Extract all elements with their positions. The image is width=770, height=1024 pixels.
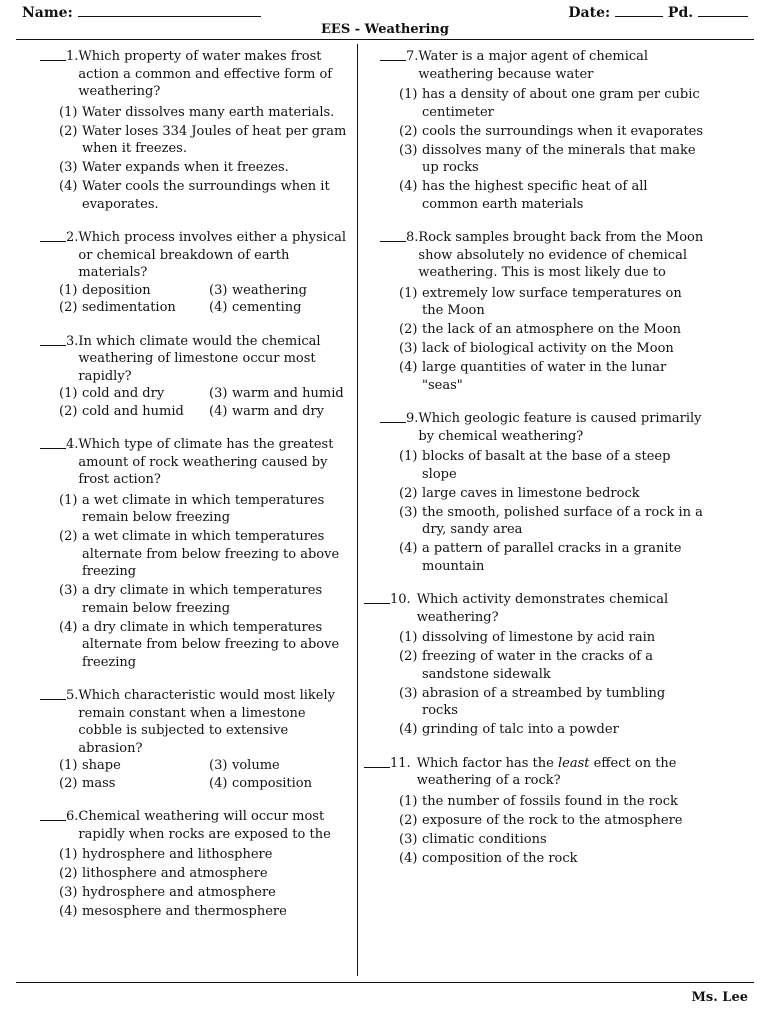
answer-blank-4[interactable]: [40, 436, 66, 449]
answer-option: (1) deposition: [59, 282, 151, 298]
answer-option: (1) extremely low surface temperatures on the Moon: [399, 285, 682, 318]
answer-blank-9[interactable]: [380, 410, 406, 423]
answer-option: (4) composition: [209, 775, 312, 791]
question-stem: Water is a major agent of chemical weathering because water: [418, 49, 649, 82]
answer-option: (2) mass: [59, 775, 116, 791]
column-divider: [357, 44, 358, 976]
question-number: 4.: [66, 437, 79, 452]
question-stem: Which property of water makes frost action a common and effective form of weathering?: [78, 49, 333, 99]
answer-blank-1[interactable]: [40, 48, 66, 61]
name-blank[interactable]: [78, 4, 261, 17]
name-field: [22, 4, 261, 21]
question-10: [364, 591, 704, 739]
question-number: 3.: [66, 333, 79, 349]
answer-option: (4) grinding of talc into a powder: [399, 722, 619, 737]
date-period-fields: [568, 4, 748, 21]
question-stem: Which activity demonstrates chemical weathering?: [416, 592, 669, 625]
question-6: [40, 808, 352, 921]
left-column: [40, 48, 352, 937]
question-8: [364, 229, 704, 394]
answer-option: (1) blocks of basalt at the base of a steep slope: [399, 449, 671, 482]
answer-blank-3[interactable]: [40, 333, 66, 346]
question-stem: Which characteristic would most likely remain constant when a limestone cobble is subjected to extensive abrasion?: [78, 688, 335, 756]
answer-option: (1) shape: [59, 758, 121, 773]
answer-blank-2[interactable]: [40, 229, 66, 242]
question-11: [364, 755, 704, 868]
question-4: [40, 436, 352, 671]
answer-option: (3) warm and humid: [209, 386, 344, 401]
question-1: [40, 48, 352, 213]
date-label: Date:: [568, 5, 611, 21]
question-stem: Which geologic feature is caused primarily by chemical weathering?: [418, 411, 702, 444]
answer-option: (4) Water cools the surroundings when it evaporates.: [59, 179, 330, 212]
answer-option: (2) cools the surroundings when it evaporates: [399, 123, 704, 139]
answer-option: (2) exposure of the rock to the atmosphere: [399, 812, 683, 828]
question-number: 5.: [66, 688, 79, 703]
question-number: 2.: [66, 230, 79, 245]
answer-option: (3) a dry climate in which temperatures remain below freezing: [59, 583, 323, 616]
answer-option: (1) has a density of about one gram per cubic centimeter: [399, 87, 700, 120]
question-stem: Which factor has the least effect on the weathering of a rock?: [416, 755, 677, 788]
footer-rule: [16, 982, 754, 983]
answer-option: (2) large caves in limestone bedrock: [399, 485, 640, 501]
answer-option: (3) the smooth, polished surface of a rock in a dry, sandy area: [399, 504, 703, 537]
answer-blank-8[interactable]: [380, 229, 406, 242]
answer-option: (3) lack of biological activity on the Moon: [399, 341, 674, 356]
answer-option: (2) lithosphere and atmosphere: [59, 866, 268, 881]
answer-option: (3) abrasion of a streambed by tumbling rocks: [399, 685, 666, 718]
question-3: [40, 333, 352, 421]
answer-option: (3) dissolves many of the minerals that make up rocks: [399, 142, 696, 175]
answer-option: (3) climatic conditions: [399, 831, 547, 847]
answer-blank-10[interactable]: [364, 591, 390, 604]
answer-blank-6[interactable]: [40, 808, 66, 821]
answer-option: (3) hydrosphere and atmosphere: [59, 885, 276, 900]
page-title: EES - Weathering: [321, 22, 449, 37]
question-7: [364, 48, 704, 213]
answer-option: (2) the lack of an atmosphere on the Moon: [399, 322, 681, 337]
right-column: [364, 48, 704, 883]
answer-option: (1) the number of fossils found in the rock: [399, 793, 678, 809]
answer-option: (1) hydrosphere and lithosphere: [59, 847, 273, 862]
question-number: 11.: [390, 755, 411, 771]
question-number: 1.: [66, 49, 79, 64]
header-rule: [16, 39, 754, 40]
answer-option: (1) a wet climate in which temperatures remain below freezing: [59, 492, 325, 525]
answer-option: (2) freezing of water in the cracks of a sandstone sidewalk: [399, 649, 653, 682]
answer-option: (2) sedimentation: [59, 300, 176, 315]
emphasis-least: least: [557, 755, 590, 771]
answer-option: (1) cold and dry: [59, 386, 165, 401]
question-9: [364, 410, 704, 575]
answer-blank-5[interactable]: [40, 687, 66, 700]
answer-option: (4) mesosphere and thermosphere: [59, 904, 287, 919]
answer-blank-11[interactable]: [364, 755, 390, 768]
period-label: Pd.: [667, 5, 694, 21]
answer-option: (4) composition of the rock: [399, 850, 578, 866]
answer-option: (1) dissolving of limestone by acid rain: [399, 630, 656, 645]
answer-option: (4) a dry climate in which temperatures alternate from below freezing to above freezing: [59, 619, 340, 670]
answer-option: (1) Water dissolves many earth materials.: [59, 104, 335, 120]
question-stem: In which climate would the chemical weathering of limestone occur most rapidly?: [78, 333, 321, 384]
answer-option: (4) large quantities of water in the lunar "seas": [399, 360, 667, 393]
question-stem: Chemical weathering will occur most rapidly when rocks are exposed to the: [78, 809, 331, 842]
question-number: 10.: [390, 592, 411, 607]
answer-option: (2) cold and humid: [59, 403, 184, 419]
answer-option: (3) Water expands when it freezes.: [59, 160, 289, 175]
answer-option: (2) Water loses 334 Joules of heat per gram when it freezes.: [59, 123, 347, 156]
question-stem: Which type of climate has the greatest amount of rock weathering caused by frost action?: [78, 437, 334, 487]
answer-option: (2) a wet climate in which temperatures alternate from below freezing to above freezing: [59, 529, 340, 579]
question-number: 6.: [66, 809, 79, 824]
answer-option: (4) cementing: [209, 300, 302, 315]
answer-option: (4) warm and dry: [209, 403, 325, 419]
period-blank[interactable]: [698, 4, 748, 17]
question-5: [40, 687, 352, 792]
answer-blank-7[interactable]: [380, 48, 406, 61]
question-number: 7.: [406, 49, 419, 64]
question-number: 9.: [406, 411, 419, 426]
answer-option: (3) weathering: [209, 282, 307, 298]
date-blank[interactable]: [615, 4, 663, 17]
answer-option: (3) volume: [209, 758, 280, 773]
teacher-name: Ms. Lee: [691, 990, 748, 1005]
question-2: [40, 229, 352, 317]
question-number: 8.: [406, 230, 419, 245]
name-label: Name:: [22, 5, 73, 21]
answer-option: (4) a pattern of parallel cracks in a granite mountain: [399, 541, 682, 574]
question-stem: Which process involves either a physical or chemical breakdown of earth materials?: [78, 230, 347, 280]
answer-option: (4) has the highest specific heat of all common earth materials: [399, 179, 648, 212]
question-stem: Rock samples brought back from the Moon show absolutely no evidence of chemical weathering. This is most likely due to: [418, 230, 704, 280]
